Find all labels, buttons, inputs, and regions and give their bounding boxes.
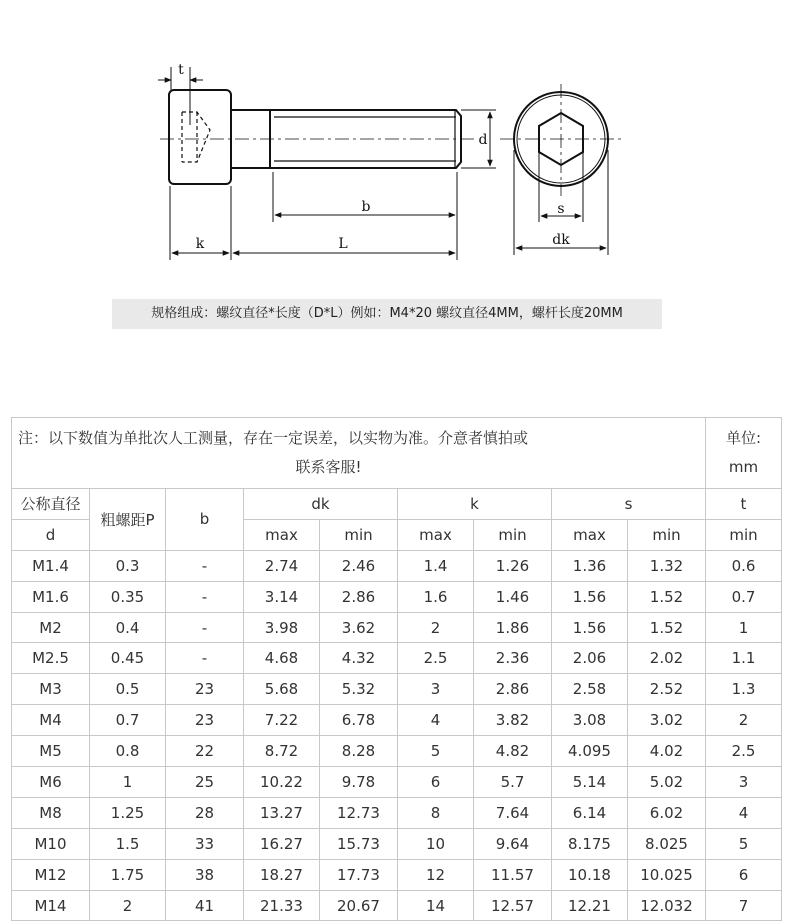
unit-cell xyxy=(706,418,782,489)
table-row xyxy=(12,550,782,581)
dimension-lines xyxy=(158,67,496,260)
value-cell: 3 xyxy=(398,674,474,705)
value-cell: 7.64 xyxy=(474,797,552,828)
value-cell: 6.02 xyxy=(628,797,706,828)
header-dk-max: max xyxy=(244,519,320,550)
spec-table xyxy=(11,417,782,921)
value-cell: 28 xyxy=(166,797,244,828)
header-t-min: min xyxy=(706,519,782,550)
size-cell: M2.5 xyxy=(12,643,90,674)
label-d: d xyxy=(478,132,488,148)
value-cell: 2.5 xyxy=(706,736,782,767)
value-cell: 1 xyxy=(706,612,782,643)
header-b: b xyxy=(166,489,244,551)
value-cell: 2.5 xyxy=(398,643,474,674)
value-cell: 2.74 xyxy=(244,550,320,581)
value-cell: 1.26 xyxy=(474,550,552,581)
value-cell: 8.28 xyxy=(320,736,398,767)
unit-label: 单位: xyxy=(725,429,762,447)
value-cell: 1.32 xyxy=(628,550,706,581)
value-cell: 4 xyxy=(398,705,474,736)
table-row xyxy=(12,705,782,736)
value-cell: 3.62 xyxy=(320,612,398,643)
value-cell: - xyxy=(166,581,244,612)
value-cell: 6 xyxy=(398,767,474,798)
table-row xyxy=(12,581,782,612)
value-cell: 2.58 xyxy=(552,674,628,705)
value-cell: 2.02 xyxy=(628,643,706,674)
value-cell: 12.032 xyxy=(628,890,706,921)
table-row xyxy=(12,767,782,798)
table-row xyxy=(12,674,782,705)
value-cell: 5.02 xyxy=(628,767,706,798)
value-cell: 1.52 xyxy=(628,581,706,612)
note-line-1: 注：以下数值为单批次人工测量，存在一定误差，以实物为准。介意者慎拍或 xyxy=(18,429,529,447)
label-dk: dk xyxy=(552,232,570,248)
value-cell: 8.175 xyxy=(552,828,628,859)
value-cell: 12.57 xyxy=(474,890,552,921)
value-cell: 2 xyxy=(90,890,166,921)
value-cell: 5 xyxy=(706,828,782,859)
value-cell: 4.02 xyxy=(628,736,706,767)
value-cell: 0.45 xyxy=(90,643,166,674)
value-cell: 1.56 xyxy=(552,612,628,643)
value-cell: 5 xyxy=(398,736,474,767)
value-cell: 38 xyxy=(166,859,244,890)
value-cell: 5.7 xyxy=(474,767,552,798)
value-cell: 22 xyxy=(166,736,244,767)
size-cell: M14 xyxy=(12,890,90,921)
value-cell: 9.78 xyxy=(320,767,398,798)
value-cell: 6 xyxy=(706,859,782,890)
value-cell: 2.46 xyxy=(320,550,398,581)
note-line-2: 联系客服! xyxy=(295,458,362,476)
value-cell: 1.3 xyxy=(706,674,782,705)
value-cell: 2.36 xyxy=(474,643,552,674)
socket-head-screw-diagram xyxy=(0,0,790,300)
size-cell: M2 xyxy=(12,612,90,643)
value-cell: 10.22 xyxy=(244,767,320,798)
value-cell: 2.52 xyxy=(628,674,706,705)
value-cell: 3 xyxy=(706,767,782,798)
screw-side-view xyxy=(169,90,461,184)
value-cell: 21.33 xyxy=(244,890,320,921)
size-cell: M12 xyxy=(12,859,90,890)
label-b: b xyxy=(361,199,371,215)
value-cell: 33 xyxy=(166,828,244,859)
value-cell: 16.27 xyxy=(244,828,320,859)
value-cell: 3.02 xyxy=(628,705,706,736)
value-cell: 2.06 xyxy=(552,643,628,674)
value-cell: - xyxy=(166,550,244,581)
value-cell: 7.22 xyxy=(244,705,320,736)
value-cell: 1.56 xyxy=(552,581,628,612)
value-cell: 1.36 xyxy=(552,550,628,581)
value-cell: 5.68 xyxy=(244,674,320,705)
table-row xyxy=(12,828,782,859)
value-cell: 3.14 xyxy=(244,581,320,612)
header-dk-min: min xyxy=(320,519,398,550)
value-cell: 0.7 xyxy=(706,581,782,612)
header-s-max: max xyxy=(552,519,628,550)
size-cell: M6 xyxy=(12,767,90,798)
table-row xyxy=(12,736,782,767)
screw-end-view xyxy=(500,84,622,255)
header-s: s xyxy=(552,489,706,520)
size-cell: M1.4 xyxy=(12,550,90,581)
note-cell xyxy=(12,418,706,489)
value-cell: 2 xyxy=(398,612,474,643)
value-cell: 9.64 xyxy=(474,828,552,859)
value-cell: 3.82 xyxy=(474,705,552,736)
value-cell: 8.025 xyxy=(628,828,706,859)
size-cell: M10 xyxy=(12,828,90,859)
table-row xyxy=(12,859,782,890)
value-cell: 8 xyxy=(398,797,474,828)
size-cell: M5 xyxy=(12,736,90,767)
header-k-max: max xyxy=(398,519,474,550)
value-cell: 15.73 xyxy=(320,828,398,859)
value-cell: 10.18 xyxy=(552,859,628,890)
value-cell: 12.21 xyxy=(552,890,628,921)
value-cell: 2 xyxy=(706,705,782,736)
spec-caption: 规格组成：螺纹直径*长度（D*L）例如：M4*20 螺纹直径4MM，螺杆长度20MM xyxy=(112,299,662,329)
value-cell: 1.25 xyxy=(90,797,166,828)
size-cell: M3 xyxy=(12,674,90,705)
value-cell: 0.35 xyxy=(90,581,166,612)
header-nominal-sub: d xyxy=(12,519,90,550)
value-cell: 12.73 xyxy=(320,797,398,828)
value-cell: 10 xyxy=(398,828,474,859)
value-cell: 1 xyxy=(90,767,166,798)
size-cell: M8 xyxy=(12,797,90,828)
value-cell: 1.46 xyxy=(474,581,552,612)
value-cell: 5.14 xyxy=(552,767,628,798)
value-cell: 0.7 xyxy=(90,705,166,736)
unit-value: mm xyxy=(728,458,759,476)
value-cell: 1.6 xyxy=(398,581,474,612)
value-cell: 11.57 xyxy=(474,859,552,890)
label-t: t xyxy=(178,62,184,78)
value-cell: 1.86 xyxy=(474,612,552,643)
value-cell: 18.27 xyxy=(244,859,320,890)
value-cell: 25 xyxy=(166,767,244,798)
value-cell: 14 xyxy=(398,890,474,921)
value-cell: 0.6 xyxy=(706,550,782,581)
table-row xyxy=(12,643,782,674)
value-cell: 13.27 xyxy=(244,797,320,828)
header-t: t xyxy=(706,489,782,520)
value-cell: - xyxy=(166,612,244,643)
header-k: k xyxy=(398,489,552,520)
value-cell: 12 xyxy=(398,859,474,890)
value-cell: 6.14 xyxy=(552,797,628,828)
value-cell: 0.5 xyxy=(90,674,166,705)
value-cell: 0.4 xyxy=(90,612,166,643)
value-cell: 17.73 xyxy=(320,859,398,890)
label-k: k xyxy=(195,236,205,252)
value-cell: 4.32 xyxy=(320,643,398,674)
value-cell: 4.82 xyxy=(474,736,552,767)
value-cell: 0.8 xyxy=(90,736,166,767)
table-row xyxy=(12,890,782,921)
value-cell: 2.86 xyxy=(320,581,398,612)
note-row xyxy=(12,418,782,489)
value-cell: 4 xyxy=(706,797,782,828)
value-cell: 1.4 xyxy=(398,550,474,581)
table-row xyxy=(12,612,782,643)
value-cell: 7 xyxy=(706,890,782,921)
table-row xyxy=(12,797,782,828)
value-cell: 8.72 xyxy=(244,736,320,767)
value-cell: 20.67 xyxy=(320,890,398,921)
value-cell: 23 xyxy=(166,674,244,705)
value-cell: 5.32 xyxy=(320,674,398,705)
label-s: s xyxy=(557,201,565,217)
size-cell: M4 xyxy=(12,705,90,736)
value-cell: 23 xyxy=(166,705,244,736)
value-cell: - xyxy=(166,643,244,674)
header-s-min: min xyxy=(628,519,706,550)
value-cell: 3.08 xyxy=(552,705,628,736)
value-cell: 1.75 xyxy=(90,859,166,890)
value-cell: 41 xyxy=(166,890,244,921)
header-dk: dk xyxy=(244,489,398,520)
value-cell: 1.1 xyxy=(706,643,782,674)
header-row-1 xyxy=(12,489,782,520)
value-cell: 3.98 xyxy=(244,612,320,643)
value-cell: 4.68 xyxy=(244,643,320,674)
value-cell: 10.025 xyxy=(628,859,706,890)
header-nominal: 公称直径 xyxy=(12,489,90,520)
value-cell: 4.095 xyxy=(552,736,628,767)
value-cell: 6.78 xyxy=(320,705,398,736)
value-cell: 1.52 xyxy=(628,612,706,643)
header-k-min: min xyxy=(474,519,552,550)
size-cell: M1.6 xyxy=(12,581,90,612)
value-cell: 0.3 xyxy=(90,550,166,581)
value-cell: 2.86 xyxy=(474,674,552,705)
label-L: L xyxy=(338,236,348,252)
header-pitch: 粗螺距P xyxy=(90,489,166,551)
value-cell: 1.5 xyxy=(90,828,166,859)
